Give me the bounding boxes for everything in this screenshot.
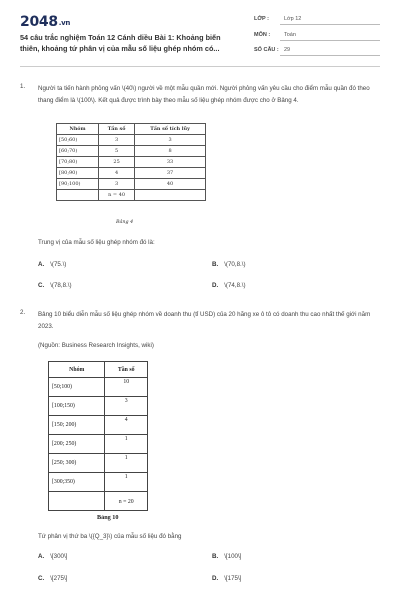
page-header: [0, 0, 400, 64]
q2-option-a[interactable]: A. \[300\]: [38, 553, 68, 560]
table-row: [250; 300) 1: [49, 454, 148, 473]
meta-question-count: SỐ CÂU : 29: [254, 45, 380, 56]
table-row: [300;350) 1: [49, 473, 148, 492]
table-row: [50;100) 10: [49, 378, 148, 397]
page: 2048.vn 54 câu trắc nghiệm Toán 12 Cánh diều Bài 1: Khoảng biến thiên, khoảng tứ phân vị của mẫu số liệu ghép nhóm có... LỚP : Lớp 12 MÔN : Toán SỐ CÂU : 29 1. Người ta tiến hành phỏng vấn \(40\) người về một mẫu quần mới. Người phỏng vấn yêu cầu cho điểm mẫu quần đó theo thang điểm là \(100\). Kết quả được trình bày theo mẫu số liệu ghép nhóm được cho ở Bảng 4. Nhóm Tần số Tần số tích lũy [50;60) 3 3 [60;70) 5 8 [70;80) 25 33 [80;90) 4 37 [90;100) 3 40 n = 40 Bảng 4 Trung vị của mẫu số liệu ghép nhóm đó là: A. \(75.\) B. \(70,8.\) C. \(78,8.\) D. \(74,8.\) 2. Bảng 10 biểu diễn mẫu số liệu ghép nhóm về doanh thu (tỉ USD) của 20 hãng xe ô tô có doanh thu cao nhất thế giới năm 2023. (Nguồn: Business Research Insights, wiki) Nhóm Tần số [50;100) 10 [100;150) 3 [150; 200) 4 [200; 250) 1 [250; 300) 1 [300;350) 1 n = 20 Bảng 10 Tứ phân vị thứ ba \({Q_3}\) của mẫu số liệu đó bằng A. \[300\] B. \[100\] C. \[275\] D. \[175\]: [0, 0, 400, 600]
table-row: [200; 250) 1: [49, 435, 148, 454]
question-text: Bảng 10 biểu diễn mẫu số liệu ghép nhóm về doanh thu (tỉ USD) của 20 hãng xe ô tô có doanh thu cao nhất thế giới năm 2023.: [38, 311, 371, 330]
document-title: 54 câu trắc nghiệm Toán 12 Cánh diều Bài 1: Khoảng biến thiên, khoảng tứ phân vị của mẫu số liệu ghép nhóm có...: [20, 33, 221, 53]
frequency-table-10: Nhóm Tần số [50;100) 10 [100;150) 3 [150; 200) 4 [200; 250) 1 [250; 300) 1 [300;350) 1 n = 20: [48, 361, 148, 511]
q2-option-d[interactable]: D. \[175\]: [212, 575, 242, 582]
table-caption: Bảng 4: [116, 220, 134, 225]
table-row: [150; 200) 4: [49, 416, 148, 435]
meta-subject: MÔN : Toán: [254, 30, 380, 41]
q1-option-a[interactable]: A. \(75.\): [38, 261, 67, 268]
q2-option-c[interactable]: C. \[275\]: [38, 575, 68, 582]
table-row: [90;100) 3 40: [57, 179, 206, 190]
table-caption: Bảng 10: [97, 514, 119, 521]
q1-option-c[interactable]: C. \(78,8.\): [38, 282, 72, 289]
header-divider: [20, 66, 380, 67]
q2-option-b[interactable]: B. \[100\]: [212, 553, 242, 560]
table-row: [80;90) 4 37: [57, 168, 206, 179]
table-row: [50;60) 3 3: [57, 135, 206, 146]
table-row: [60;70) 5 8: [57, 146, 206, 157]
q1-option-d[interactable]: D. \(74,8.\): [212, 282, 246, 289]
table-row: [70;80) 25 33: [57, 157, 206, 168]
question-number: 2.: [20, 309, 26, 316]
q1-option-b[interactable]: B. \(70,8.\): [212, 261, 246, 268]
table-total-row: n = 20: [49, 492, 148, 511]
frequency-table-4: Nhóm Tần số Tần số tích lũy [50;60) 3 3 [60;70) 5 8 [70;80) 25 33 [80;90) 4 37 [90;100) 3 40 n = 40: [56, 123, 206, 201]
site-logo[interactable]: 2048.vn: [20, 14, 71, 30]
table-total-row: n = 40: [57, 190, 206, 201]
question-number: 1.: [20, 83, 26, 90]
meta-class: LỚP : Lớp 12: [254, 14, 380, 25]
question-text: Người ta tiến hành phỏng vấn \(40\) người về một mẫu quần mới. Người phỏng vấn yêu cầu cho điểm mẫu quần đó theo thang điểm là \(100\). Kết quả được trình bày theo mẫu số liệu ghép nhóm được cho ở Bảng 4.: [38, 85, 370, 104]
table-row: [100;150) 3: [49, 397, 148, 416]
